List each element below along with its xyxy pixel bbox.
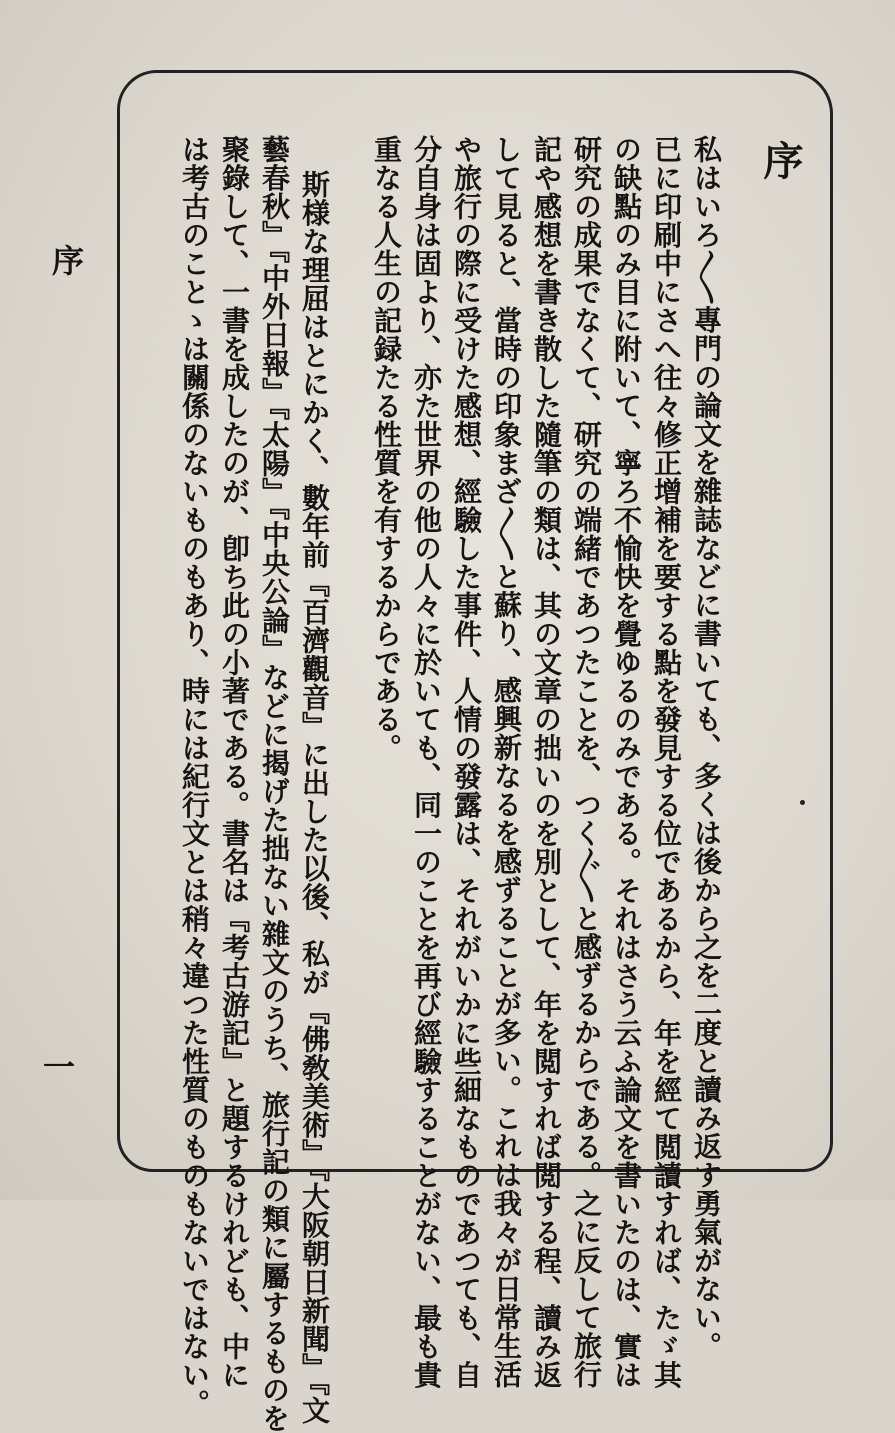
text-column: 分自身は固より、亦た世界の他の人々に於いても、同一のことを再び經驗することがない、最も貴: [410, 135, 443, 1389]
text-column: や旅行の際に受けた感想、經驗した事件、人情の發露は、それがいかに些細なものであつても、自: [450, 135, 483, 1389]
running-head-title: 序: [47, 244, 85, 276]
page-number: 一: [38, 1050, 76, 1082]
ink-speck: [800, 800, 805, 805]
section-heading: 序: [757, 140, 804, 180]
text-column: 研究の成果でなくて、研究の端緒であつたことを、つく〲と感ずるからである。之に反して旅行: [570, 135, 603, 1389]
text-column: 已に印刷中にさへ往々修正增補を要する點を發見する位であるから、年を經て閲讀すれば、たゞ其: [650, 135, 683, 1389]
text-column: 私はいろ〳〵專門の論文を雜誌などに書いても、多くは後から之を二度と讀み返す勇氣がない。: [690, 135, 723, 1360]
text-column: 重なる人生の記録たる性質を有するからである。: [370, 135, 403, 762]
text-column: して見ると、當時の印象まざ〳〵と蘇り、感興新なるを感ずることが多い。これは我々が日常生活: [490, 135, 523, 1389]
text-column: は考古のことゝは關係のないものもあり、時には紀行文とは稍々違つた性質のものもないではない。: [178, 135, 211, 1418]
text-column: 藝春秋』『中外日報』『太陽』『中央公論』などに揭げた拙ない雜文のうち、旅行記の類に屬するものを: [258, 135, 291, 1433]
text-column: の缺點のみ目に附いて、寧ろ不愉快を覺ゆるのみである。それはさう云ふ論文を書いたのは、實は: [610, 135, 643, 1389]
text-column: 斯様な理屈はとにかく、數年前『百濟觀音』に出した以後、私が『佛敎美術』『大阪朝日新聞』『文: [298, 170, 331, 1425]
text-column: 聚錄して、一書を成したのが、卽ち此の小著である。書名は『考古游記』と題するけれども、中に: [218, 135, 251, 1389]
text-column: 記や感想を書き散した隨筆の類は、其の文章の拙いのを別として、年を閲すれば閲する程、讀み返: [530, 135, 563, 1389]
